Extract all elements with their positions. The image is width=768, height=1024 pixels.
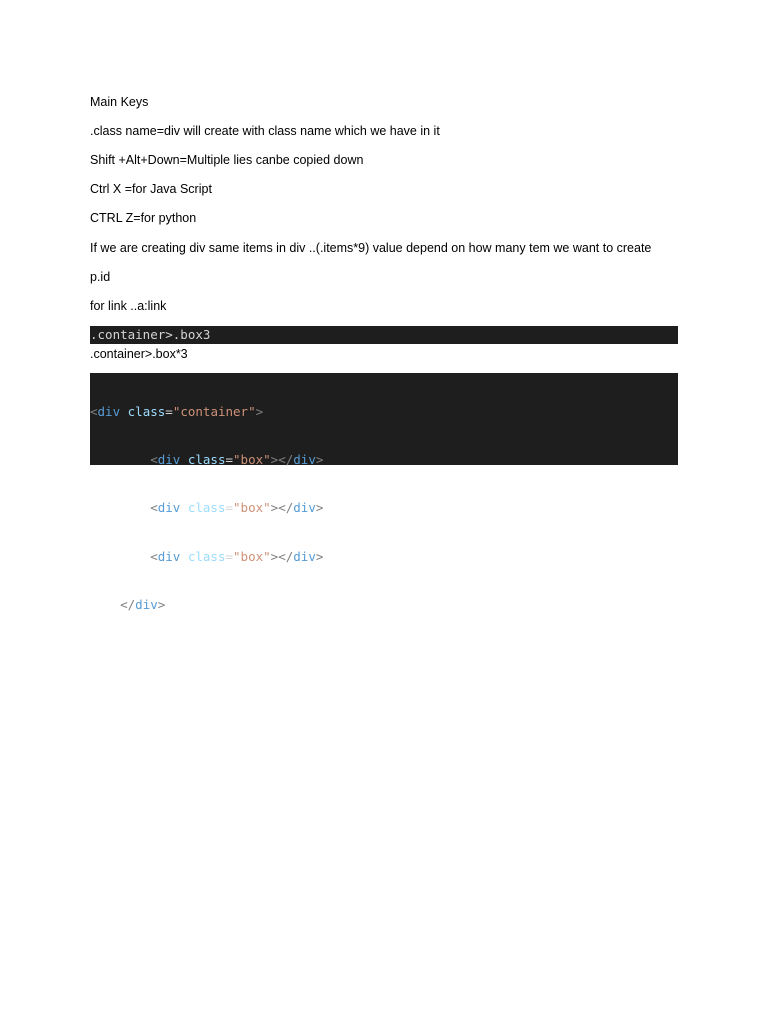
code-snippet-container-box3: .container>.box3 bbox=[90, 326, 678, 344]
code-line-box-1: <div class="box"></div> bbox=[150, 452, 324, 468]
note-link: for link ..a:link bbox=[90, 299, 167, 313]
code-line-close-container: </div> bbox=[120, 596, 166, 612]
note-shift-alt-down: Shift +Alt+Down=Multiple lies canbe copied down bbox=[90, 153, 364, 167]
heading-main-keys: Main Keys bbox=[90, 95, 149, 109]
note-div-items: If we are creating div same items in div ..(.items*9) value depend on how many tem we want to create bbox=[90, 241, 652, 255]
note-container-box-star-3: .container>.box*3 bbox=[90, 347, 188, 361]
note-ctrl-z: CTRL Z=for python bbox=[90, 211, 197, 225]
code-line-box-2: <div class="box"></div> bbox=[150, 500, 324, 516]
note-p-id: p.id bbox=[90, 270, 111, 284]
note-ctrl-x: Ctrl X =for Java Script bbox=[90, 182, 212, 196]
code-line-box-3: <div class="box"></div> bbox=[150, 548, 324, 564]
code-line-open-container: <div class="container"> bbox=[90, 404, 264, 419]
note-class-name: .class name=div will create with class name which we have in it bbox=[90, 124, 440, 138]
code-block-div-container bbox=[90, 373, 678, 612]
